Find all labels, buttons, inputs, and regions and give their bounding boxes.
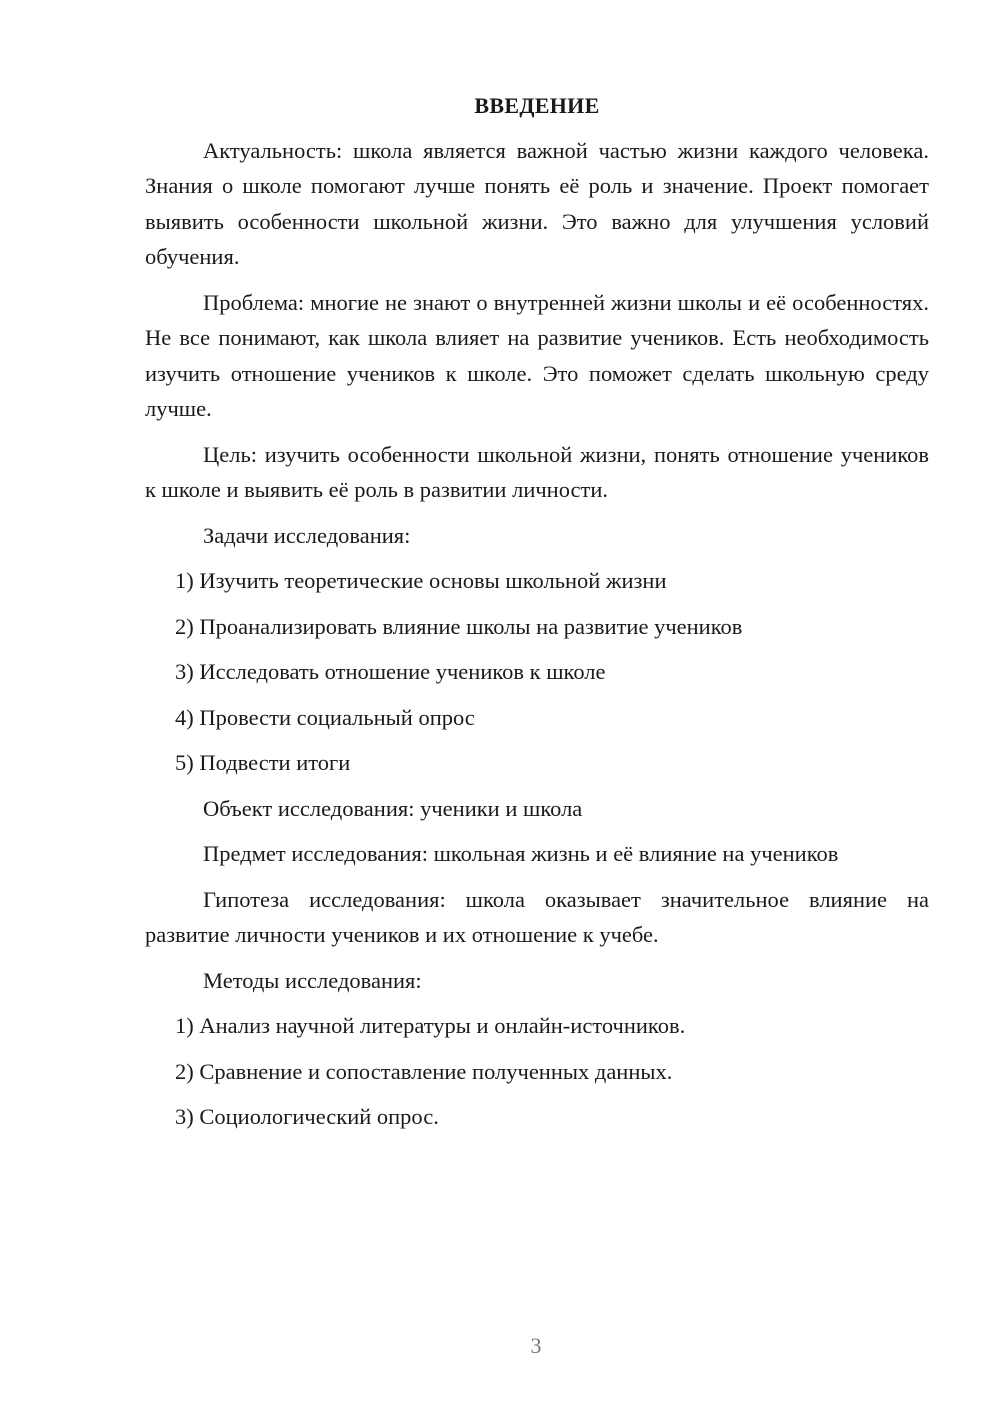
problem-paragraph: Проблема: многие не знают о внутренней жизни школы и её особенностях. Не все понимают, как школа влияет на развитие учеников. Есть необходимость изучить отношение учеников к школе. Это поможет сделать школьную среду лучше. [145, 289, 929, 421]
page-title: ВВЕДЕНИЕ [474, 93, 600, 118]
list-item: 2) Проанализировать влияние школы на развитие учеников [175, 613, 743, 639]
list-item: 3) Исследовать отношение учеников к школе [175, 659, 606, 684]
list-item: 4) Провести социальный опрос [175, 704, 475, 730]
list-item: 3) Социологический опрос. [175, 1104, 439, 1129]
goal-paragraph: Цель: изучить особенности школьной жизни, понять отношение учеников к школе и выявить её роль в развитии личности. [145, 441, 929, 502]
list-item: 2) Сравнение и сопоставление полученных данных. [175, 1058, 673, 1084]
relevance-paragraph: Актуальность: школа является важной частью жизни каждого человека. Знания о школе помогают лучше понять её роль и значение. Проект помогает выявить особенности школьной жизни. Это важно для улучшения условий обучения. [145, 137, 929, 269]
page-content [145, 88, 929, 1145]
research-object: Объект исследования: ученики и школа [203, 795, 583, 821]
methods-list [145, 1008, 929, 1135]
list-item: 1) Анализ научной литературы и онлайн-источников. [175, 1013, 686, 1038]
list-item: 5) Подвести итоги [175, 750, 351, 775]
hypothesis-paragraph: Гипотеза исследования: школа оказывает значительное влияние на развитие личности учеников и их отношение к учебе. [145, 886, 929, 947]
tasks-heading: Задачи исследования: [203, 522, 411, 548]
research-subject: Предмет исследования: школьная жизнь и её влияние на учеников [203, 841, 839, 866]
list-item: 1) Изучить теоретические основы школьной жизни [175, 568, 667, 593]
tasks-list [145, 563, 929, 781]
page-number: 3 [530, 1333, 542, 1358]
methods-heading: Методы исследования: [203, 967, 422, 993]
